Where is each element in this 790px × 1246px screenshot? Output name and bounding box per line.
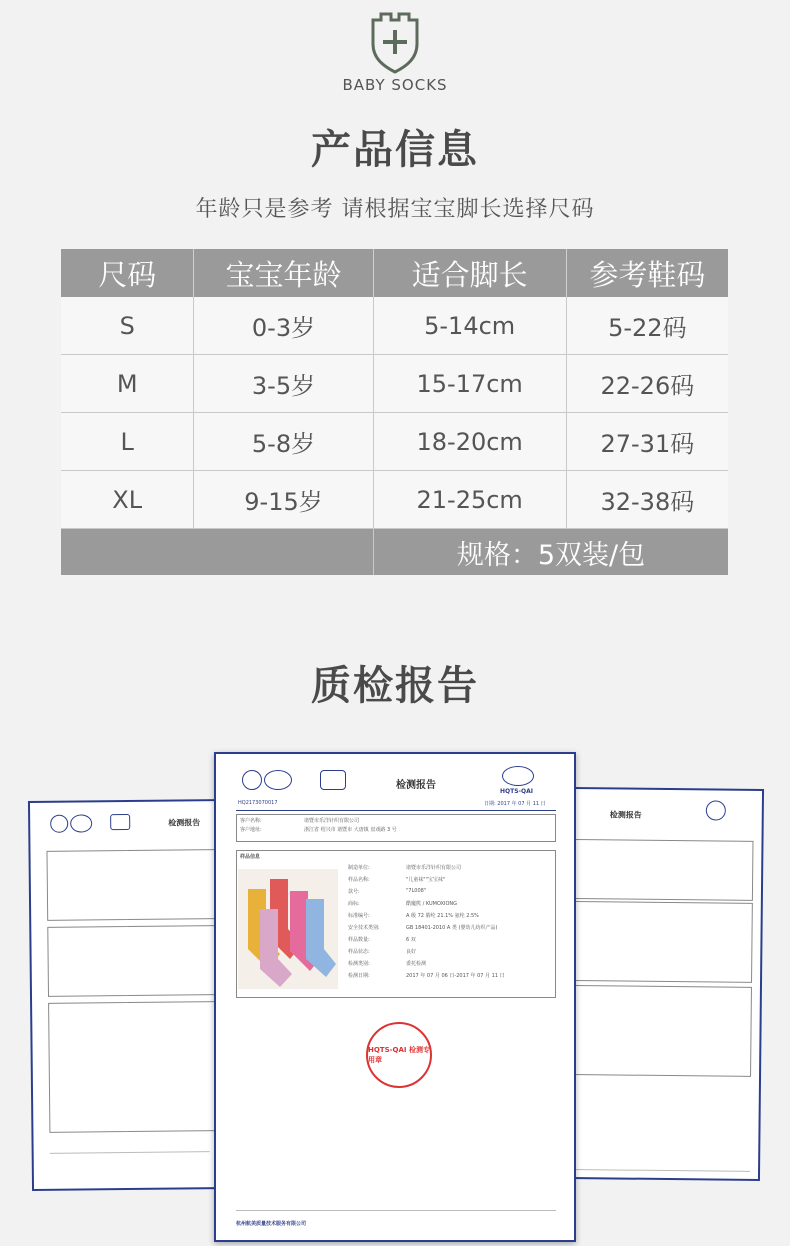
right-doc-table-2 bbox=[572, 901, 753, 983]
cell-age: 0-3岁 bbox=[194, 297, 373, 354]
sample-field-value: 6 双 bbox=[406, 937, 416, 943]
right-doc-table-1 bbox=[573, 839, 754, 901]
cell-shoe-size: 22-26码 bbox=[600, 372, 695, 400]
size-table bbox=[61, 249, 728, 575]
cell-age: 9-15岁 bbox=[194, 471, 373, 528]
sample-section-title: 样品信息 bbox=[240, 854, 261, 860]
cell-foot-length: 15-17cm bbox=[374, 355, 567, 412]
sample-field-label: 检测类别: bbox=[348, 961, 370, 967]
header-divider bbox=[236, 810, 556, 811]
ilac-logo bbox=[242, 770, 262, 790]
header-size: 尺码 bbox=[61, 249, 194, 297]
inspection-stamp: HQTS-QAI 检测专用章 bbox=[366, 1022, 432, 1088]
report-date: 日期: 2017 年 07 月 11 日 bbox=[484, 801, 546, 807]
address-value: 浙江省 绍兴市 诸暨市 大唐镇 盘戏路 3 号 bbox=[304, 827, 397, 833]
shield-plus-icon bbox=[367, 10, 423, 74]
pack-spec: 规格：5双装/包 bbox=[456, 539, 646, 571]
sample-field-label: 标准编号: bbox=[348, 913, 370, 919]
table-row bbox=[61, 355, 728, 413]
cnas-logo bbox=[264, 770, 292, 790]
left-doc-table-3 bbox=[48, 1001, 232, 1133]
sample-field-label: 样品数量: bbox=[348, 937, 370, 943]
report-page-right bbox=[568, 787, 764, 1181]
footer-line bbox=[236, 1210, 556, 1211]
cell-size: XL bbox=[61, 471, 194, 528]
sample-field-label: 检测日期: bbox=[348, 973, 370, 979]
sample-field-value: "7L008" bbox=[406, 888, 427, 894]
left-doc-table-2 bbox=[47, 925, 232, 997]
table-footer bbox=[61, 529, 728, 575]
sample-field-label: 制造单位: bbox=[348, 865, 370, 871]
right-doc-table-3 bbox=[571, 985, 752, 1077]
cell-foot-length: 18-20cm bbox=[374, 413, 567, 470]
report-page-left bbox=[28, 799, 232, 1191]
left-doc-table-1 bbox=[46, 849, 232, 921]
hqts-logo-small bbox=[706, 800, 726, 820]
cell-foot-length: 5-14cm bbox=[374, 297, 567, 354]
section-title-quality-report: 质检报告 bbox=[311, 663, 479, 709]
table-header bbox=[61, 249, 728, 297]
sample-field-value: 2017 年 07 月 06 日-2017 年 07 月 11 日 bbox=[406, 973, 505, 979]
report-number: HQ2173070017 bbox=[238, 800, 278, 806]
sample-field-value: 委托检测 bbox=[406, 961, 427, 967]
cell-age: 3-5岁 bbox=[194, 355, 373, 412]
table-row bbox=[61, 471, 728, 529]
header-shoe-size: 参考鞋码 bbox=[589, 257, 706, 292]
table-row bbox=[61, 413, 728, 471]
sample-field-value: 酷魔熊 / KUMOXIONG bbox=[406, 901, 458, 907]
hqts-logo-icon bbox=[502, 766, 534, 786]
header-foot-length: 适合脚长 bbox=[374, 249, 567, 297]
sample-field-label: 款号: bbox=[348, 889, 360, 895]
footer-blank bbox=[61, 529, 374, 575]
cell-shoe-size: 32-38码 bbox=[600, 488, 695, 516]
sample-field-label: 样品名称: bbox=[348, 877, 370, 883]
header-age: 宝宝年龄 bbox=[194, 249, 373, 297]
hqts-logo-text: HQTS-QAI bbox=[500, 788, 534, 795]
sample-field-value: 诸暨市乐洋针织有限公司 bbox=[406, 865, 462, 871]
report-page-main bbox=[214, 752, 576, 1242]
address-label: 客户地址: bbox=[240, 827, 262, 833]
cell-size: M bbox=[61, 355, 194, 412]
cell-shoe-size: 27-31码 bbox=[600, 430, 695, 458]
socks-product-photo bbox=[238, 869, 338, 989]
sample-field-value: "儿童袜""宝宝袜" bbox=[406, 877, 446, 883]
ma-logo bbox=[110, 814, 130, 830]
ma-logo bbox=[320, 770, 346, 790]
cnas-logo bbox=[70, 814, 92, 832]
right-doc-title: 检测报告 bbox=[609, 810, 642, 820]
cell-shoe-size: 5-22码 bbox=[608, 314, 687, 342]
cell-foot-length: 21-25cm bbox=[374, 471, 567, 528]
cell-size: L bbox=[61, 413, 194, 470]
brand-name: BABY SOCKS bbox=[342, 76, 448, 94]
section-title-product-info: 产品信息 bbox=[311, 127, 479, 173]
sample-field-label: 商标: bbox=[348, 901, 360, 907]
cell-size: S bbox=[61, 297, 194, 354]
report-title: 检测报告 bbox=[396, 780, 436, 791]
client-label: 客户名称: bbox=[240, 818, 262, 824]
sample-field-label: 安全技术类别: bbox=[348, 925, 380, 931]
sample-field-value: GB 18401-2010 A 类 (婴幼儿纺织产品) bbox=[406, 925, 498, 931]
sample-field-value: 良好 bbox=[406, 949, 417, 955]
sample-field-label: 样品状态: bbox=[348, 949, 370, 955]
sample-field-value: A 级 72 腈纶 21.1% 氨纶 2.5% bbox=[406, 913, 479, 919]
cell-age: 5-8岁 bbox=[194, 413, 373, 470]
right-doc-footer-line bbox=[570, 1169, 750, 1172]
left-doc-title: 检测报告 bbox=[168, 818, 201, 828]
table-row bbox=[61, 297, 728, 355]
left-doc-footer-line bbox=[50, 1151, 210, 1154]
client-value: 诸暨市乐洋针织有限公司 bbox=[304, 818, 360, 824]
footer-org: 杭州航美质量技术服务有限公司 bbox=[236, 1221, 307, 1227]
ilac-logo bbox=[50, 815, 68, 833]
section-subtitle: 年龄只是参考 请根据宝宝脚长选择尺码 bbox=[195, 197, 595, 222]
